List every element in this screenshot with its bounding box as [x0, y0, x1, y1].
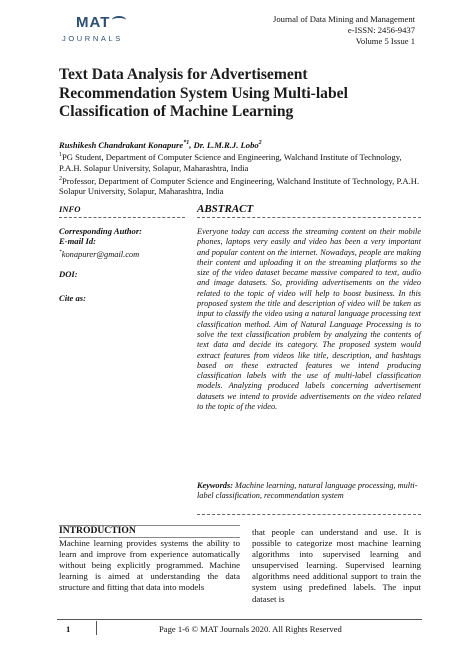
paper-title: Text Data Analysis for Advertisement Recommendation System Using Multi-label Classification of Machine Learning: [59, 66, 348, 120]
author-separator: ,: [189, 139, 194, 150]
keywords-block: [197, 481, 421, 502]
affiliation-2: $^2$Professor, Department of Computer Science and Engineering, Walchand Institute of Technology, P.A.H. Solapur University, Solapur, Maharashtra, India: [59, 175, 420, 196]
affiliation-1: $^1$PG Student, Department of Computer Science and Engineering, Walchand Institute of Technology, P.A.H. Solapur University, Solapur, Maharashtra, India: [59, 152, 402, 173]
journal-issn: e-ISSN: 2456-9437: [347, 25, 415, 35]
author-block: [59, 138, 421, 197]
keywords-divider: [197, 514, 421, 515]
cite-as-label: Cite as:: [59, 293, 86, 303]
abstract-divider: [197, 217, 421, 218]
footer-copyright: Page 1-6 © MAT Journals 2020. All Rights Reserved: [159, 624, 342, 634]
footer-separator: [96, 621, 97, 635]
info-heading-wrap: [59, 204, 184, 214]
keywords-label: Keywords:: [197, 481, 233, 490]
author-1-name: Rushikesh Chandrakant Konapure: [59, 139, 184, 150]
intro-right-column: that people can understand and use. It is possible to categorize most machine learning algorithms into supervised learning and unsupervised learning. Supervised learning algorithms need additional support to train the system using predefined labels. The input dataset is: [252, 527, 421, 604]
author-2-sup: 2: [258, 140, 262, 146]
info-heading: INFO: [59, 204, 81, 214]
author-email[interactable]: *konapurer@gmail.com: [59, 249, 140, 259]
journal-info: [273, 14, 415, 47]
introduction-heading: INTRODUCTION: [59, 525, 136, 536]
page-number: 1: [66, 624, 71, 634]
logo-journals-text: JOURNALS: [62, 34, 123, 43]
author-1-sup: *1: [183, 140, 190, 146]
email-label: E-mail Id:: [59, 236, 97, 247]
journal-logo: [60, 14, 134, 48]
keywords-text: Machine learning, natural language processing, multi-label classification, recommendation system: [197, 481, 418, 501]
abstract-body: Everyone today can access the streaming content on their mobile phones, laptops very easily and video has been a very important and popular content on the internet. Nowadays, people are making their content and uploading it on the streaming platforms so the size of the video dataset became massive compared to text, audio and image datasets. So, providing advertisements on the video related to the topic of video will help to boost business. In this proposed system the title and description of video will be taken as input to classify the video using a natural language processing text classification method. Aim of Natural Language Processing is to solve the text classification problem by analyzing the contents of text data and decide its category. The proposed system would extract features from videos like title, description, and hashtags based on these extracted features we intend producing classification labels with the use of multi-label classification models. Analyzing produced labels concerning advertisement datasets we intend to provide advertisements on the video related to the topic of the video.: [197, 227, 421, 412]
author-2-name: Dr. L.M.R.J. Lobo: [193, 139, 259, 150]
abstract-heading: ABSTRACT: [197, 203, 254, 215]
corresponding-author-label: Corresponding Author:: [59, 226, 143, 236]
author-names: [59, 138, 421, 150]
intro-left-column: Machine learning provides systems the ability to learn and improve from experience automatically without being explicitly programmed. Machine learning is aimed at understanding the data structure and fitting that data into models: [59, 538, 240, 593]
journal-volume: Volume 5 Issue 1: [355, 36, 415, 46]
footer-divider: [57, 619, 422, 620]
info-divider: [59, 217, 185, 218]
corresponding-author-block: [59, 226, 142, 247]
logo-mat-text: MAT: [76, 14, 111, 31]
journal-name: Journal of Data Mining and Management: [273, 14, 415, 24]
doi-label: DOI:: [59, 269, 78, 279]
logo-swoosh-icon: [112, 16, 126, 24]
